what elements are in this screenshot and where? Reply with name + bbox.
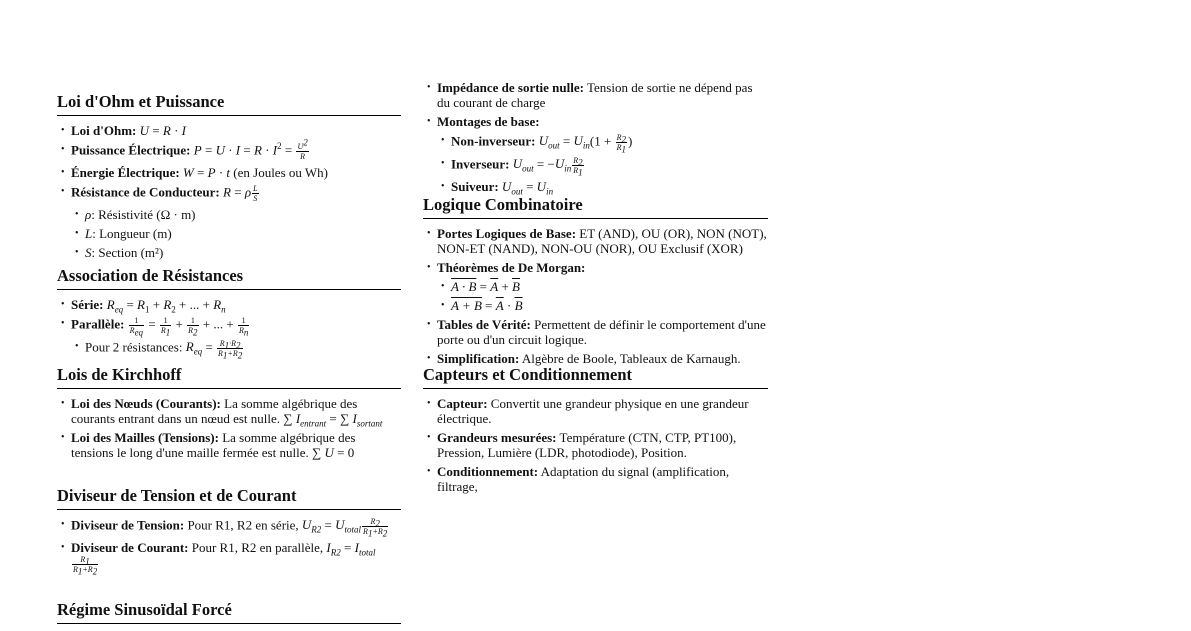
section-association <box>57 266 401 362</box>
list-item: • ρ: Résistivité (Ω · m) <box>71 207 401 222</box>
list-item: • L: Longueur (m) <box>71 226 401 241</box>
list-item: • Diviseur de Tension: Pour R1, R2 en série, $U_{R2} = U_{total}$ $\frac{R_2}{R_1+R_2}$ <box>57 517 401 536</box>
section-title: Diviseur de Tension et de Courant <box>57 486 401 510</box>
section-title: Loi d'Ohm et Puissance <box>57 92 401 116</box>
section-title: Lois de Kirchhoff <box>57 365 401 389</box>
list-item: • $A + B = \overline{A} \cdot \overline{B}$ <box>437 298 768 313</box>
list-item: • Montages de base: <box>423 114 768 129</box>
section-ohm <box>57 92 401 264</box>
list-item: • Conditionnement: Adaptation du signal (amplification, filtrage, <box>423 464 768 494</box>
list-item: • Parallèle: $\frac{1}{R_{eq}}$ = $\frac{1}{R_1}$ + $\frac{1}{R_2}$ + ... + $\frac{1}{R_n}$ <box>57 316 401 335</box>
formula-text-store <box>0 0 1 1</box>
section-ampli <box>423 80 768 198</box>
list-item: • Capteur: Convertit une grandeur physique en une grandeur électrique. <box>423 396 768 426</box>
list-item: • Énergie Électrique: W = P · t (en Joules ou Wh) <box>57 165 401 180</box>
list-item: • Tables de Vérité: Permettent de définir le comportement d'une porte ou d'un circuit logique. <box>423 317 768 347</box>
list-item: • Pour 2 résistances: $R_{eq}$ = $\frac{R_1\cdot R_2}{R_1+R_2}$ <box>71 339 401 358</box>
list-item: • Suiveur: $U_{out} = U_{in}$ <box>437 179 768 194</box>
list-item: • Impédance de sortie nulle: Tension de sortie ne dépend pas du courant de charge <box>423 80 768 110</box>
list-item: • $A \cdot B = \overline{A} + \overline{B}$ <box>437 279 768 294</box>
section-regime <box>57 600 401 631</box>
section-kirchhoff <box>57 365 401 464</box>
section-title: Logique Combinatoire <box>423 195 768 219</box>
list-item: • S: Section (m²) <box>71 245 401 260</box>
section-title: Association de Résistances <box>57 266 401 290</box>
list-item: • Loi d'Ohm: U = R · I <box>57 123 401 138</box>
list-item: • Simplification: Algèbre de Boole, Tableaux de Karnaugh. <box>423 351 768 366</box>
list-item: • Loi des Mailles (Tensions): La somme algébrique des tensions le long d'une maille fermée est nulle. ∑ U = 0 <box>57 430 401 460</box>
list-item: • Série: $R_{eq} = R_1 + R_2$ + ... + $R_n$ <box>57 297 401 312</box>
list-item: • Diviseur de Courant: Pour R1, R2 en parallèle, $I_{R2} = I_{total}$ $\frac{R_1}{R_1+R_2}$ <box>57 540 401 574</box>
list-item: • Théorèmes de De Morgan: <box>423 260 768 275</box>
section-logique <box>423 195 768 370</box>
list-item: • Portes Logiques de Base: ET (AND), OU (OR), NON (NOT), NON-ET (NAND), NON-OU (NOR), OU Exclusif (XOR) <box>423 226 768 256</box>
section-title: Régime Sinusoïdal Forcé <box>57 600 401 624</box>
section-title: Capteurs et Conditionnement <box>423 365 768 389</box>
section-capteurs <box>423 365 768 498</box>
list-item: • Grandeurs mesurées: Température (CTN, CTP, PT100), Pression, Lumière (LDR, photodiode), Position. <box>423 430 768 460</box>
list-item: • Non-inverseur: $U_{out} = U_{in}(1$ + $\frac{R_2}{R_1}$ ) <box>437 133 768 152</box>
list-item: • Résistance de Conducteur: R = ρ $\frac{L}{S}$ <box>57 184 401 203</box>
section-diviseur <box>57 486 401 578</box>
list-item: • Inverseur: $U_{out} = -U_{in}$ $\frac{R_2}{R_1}$ <box>437 156 768 175</box>
list-item: • Puissance Électrique: $P = U \cdot I = R \cdot I^2$ = $\frac{U^2}{R}$ <box>57 142 401 161</box>
list-item: • Loi des Nœuds (Courants): La somme algébrique des courants entrant dans un nœud est nulle. ∑ $I_{entrant}$ = ∑ $I_{sortant}$ <box>57 396 401 426</box>
